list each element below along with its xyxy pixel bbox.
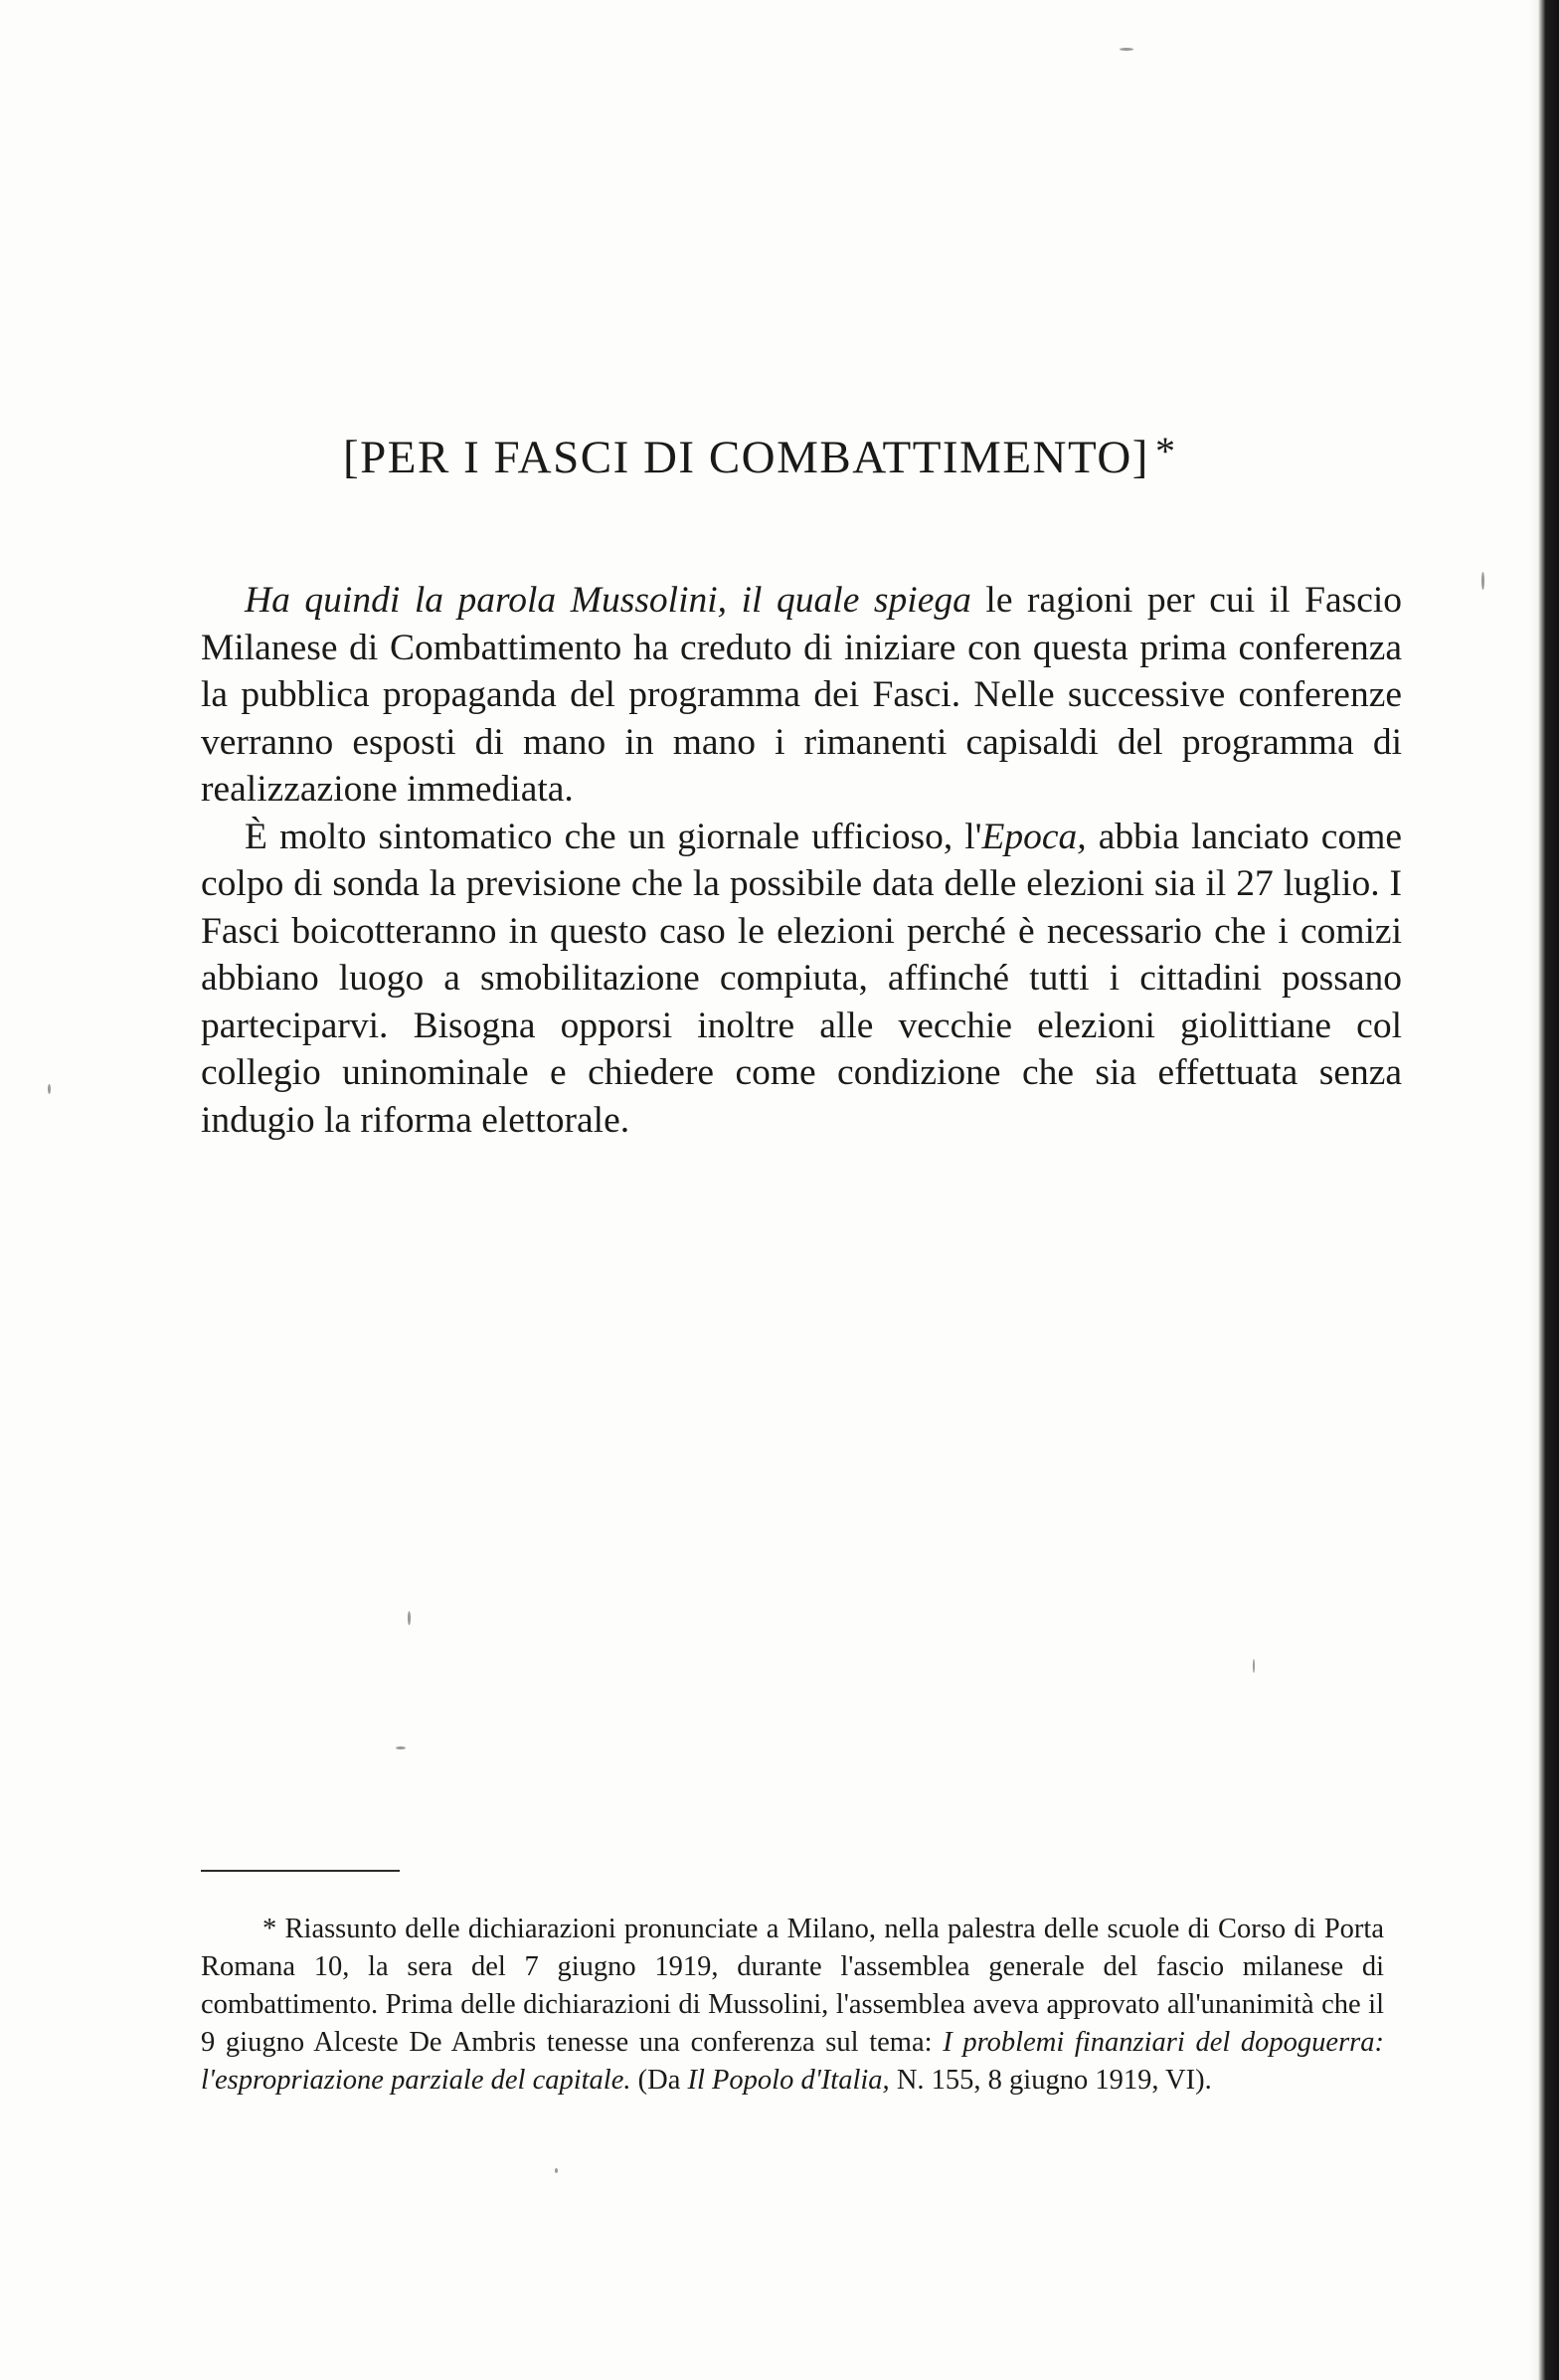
- scan-speck: [408, 1611, 411, 1625]
- footnote-text-after: N. 155, 8 giugno 1919, VI).: [896, 2065, 1212, 2096]
- paragraph-2: [201, 814, 1402, 1145]
- footnote-marker: *: [1154, 429, 1177, 473]
- scan-speck: [48, 1084, 51, 1094]
- body-text: [201, 577, 1402, 1144]
- scan-speck: [1481, 572, 1484, 590]
- scan-speck: [1120, 48, 1133, 51]
- chapter-title: [343, 428, 1278, 484]
- paragraph-2-text-before: È molto sintomatico che un giornale ufficioso, l': [245, 816, 982, 857]
- paragraph-2-text-after: abbia lanciato come colpo di sonda la previsione che la possibile data delle elezioni sia il 27 luglio. I Fasci boicotteranno in questo caso le elezioni perché è necessario che i comizi abbiano luogo a smobilitazione compiuta, affinché tutti i cittadini possano parteciparvi. Bisogna opporsi inoltre alle vecchie elezioni giolittiane col collegio uninominale e chiedere come condizione che sia effettuata senza indugio la riforma elettorale.: [201, 816, 1403, 1141]
- paragraph-1-italic-2: il quale spiega: [741, 580, 971, 621]
- page-edge: [1529, 0, 1559, 2380]
- footnote-text-before: * Riassunto delle dichiarazioni pronunciate a Milano, nella palestra delle scuole di Corso di Porta Romana 10, la sera del 7 giugno 1919, durante l'assemblea generale del fascio milanese di combattimento. Prima delle dichiarazioni di Mussolini, l'assemblea aveva approvato all'unanimità che il 9 giugno Alceste De Ambris tenesse una conferenza sul tema:: [201, 1914, 1384, 2058]
- scan-speck: [555, 2168, 558, 2173]
- footnote-italic-1: I problemi finanziari del dopoguerra: l'espropriazione parziale del capitale.: [201, 2027, 1385, 2096]
- footnote-text-mid: (Da: [637, 2065, 681, 2096]
- chapter-title-text: [PER I FASCI DI COMBATTIMENTO]: [343, 432, 1149, 483]
- footnote-italic-2: Il Popolo d'Italia,: [687, 2065, 890, 2096]
- footnote-paragraph: [201, 1911, 1384, 2100]
- paragraph-1: [201, 577, 1402, 814]
- paragraph-1-text: le ragioni per cui il Fascio Milanese di Combattimento ha creduto di iniziare con questa prima conferenza la pubblica propaganda del programma dei Fasci. Nelle successive conferenze verranno esposti di mano in mano i rimanenti capisaldi del programma di realizzazione immediata.: [201, 580, 1403, 810]
- footnote-separator: [201, 1870, 400, 1872]
- scan-speck: [396, 1746, 406, 1749]
- paragraph-2-italic: Epoca,: [981, 816, 1087, 857]
- paragraph-1-italic-1: Ha quindi la parola Mussolini,: [245, 580, 728, 621]
- footnote: [201, 1911, 1384, 2100]
- scan-speck: [1253, 1659, 1255, 1673]
